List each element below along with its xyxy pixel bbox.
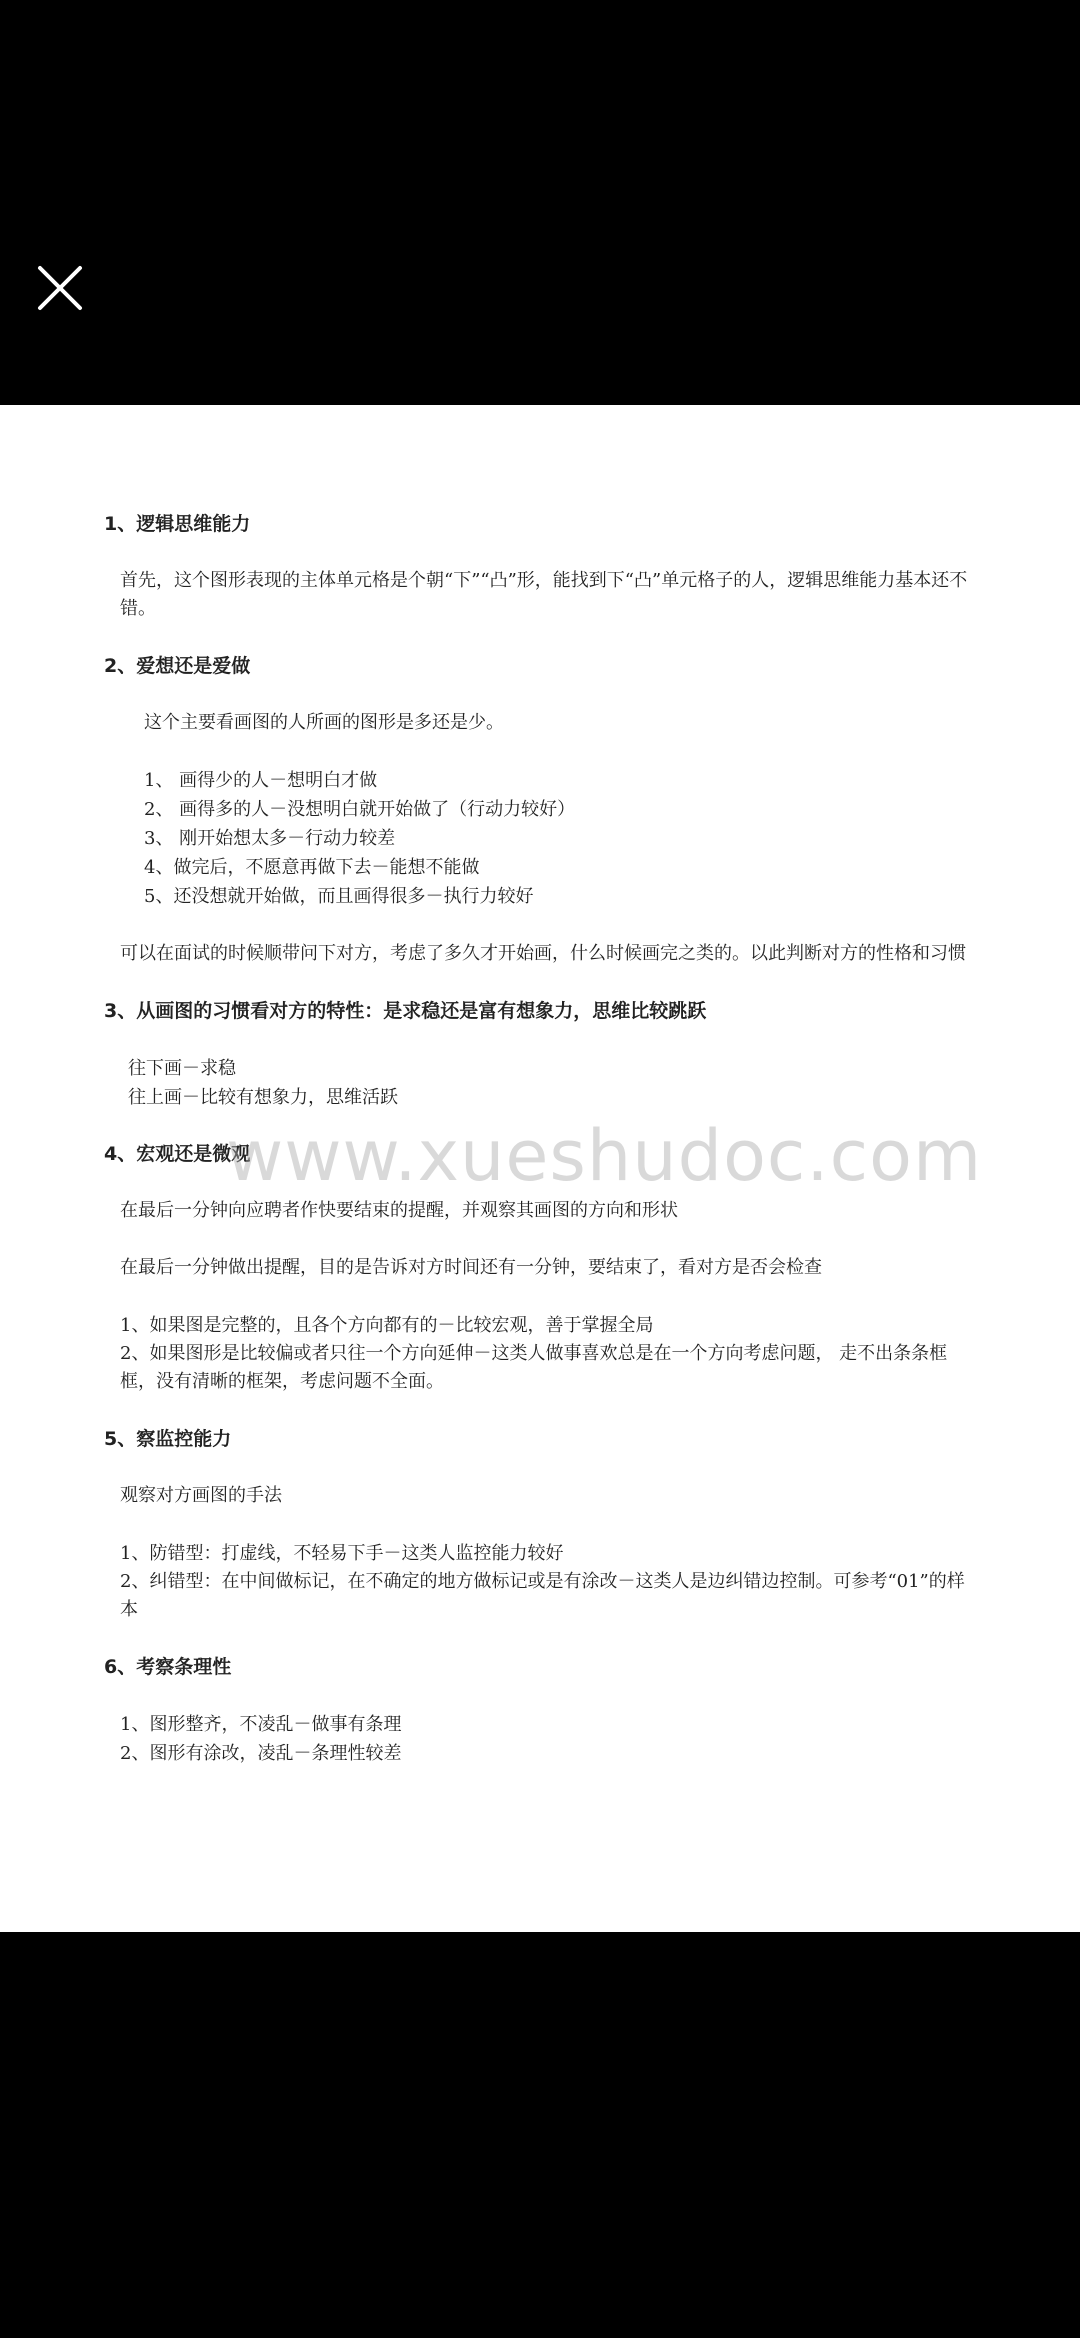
section-5-item-1: 1、防错型：打虚线，不轻易下手－这类人监控能力较好 (120, 1543, 564, 1564)
section-2-title: 2、爱想还是爱做 (104, 655, 251, 677)
section-6-item-1: 1、图形整齐，不凌乱－做事有条理 (120, 1714, 402, 1735)
section-4-para-1: 在最后一分钟向应聘者作快要结束的提醒，并观察其画图的方向和形状 (120, 1200, 678, 1221)
section-1-body: 首先，这个图形表现的主体单元格是个朝“下”“凸”形，能找到下“凸”单元格子的人，逻辑思维能力基本还不错。 (120, 570, 968, 619)
section-1-title: 1、逻辑思维能力 (104, 513, 251, 535)
section-2-item-5: 5、还没想就开始做，而且画得很多－执行力较好 (144, 886, 534, 907)
section-3-title: 3、从画图的习惯看对方的特性：是求稳还是富有想象力，思维比较跳跃 (104, 1000, 707, 1022)
section-4-item-2: 2、如果图形是比较偏或者只往一个方向延伸－这类人做事喜欢总是在一个方向考虑问题， 走不出条条框框，没有清晰的框架，考虑问题不全面。 (120, 1343, 948, 1392)
document-page[interactable] (0, 405, 1080, 1932)
section-5-intro: 观察对方画图的手法 (120, 1485, 282, 1506)
section-5-item-2: 2、纠错型：在中间做标记，在不确定的地方做标记或是有涂改－这类人是边纠错边控制。可参考“01”的样本 (120, 1571, 965, 1620)
section-4-item-1: 1、如果图是完整的，且各个方向都有的－比较宏观，善于掌握全局 (120, 1315, 654, 1336)
watermark: www.xueshudoc.com (226, 1115, 983, 1197)
section-2-item-4: 4、做完后，不愿意再做下去－能想不能做 (144, 857, 480, 878)
section-2-item-1: 1、 画得少的人－想明白才做 (144, 770, 378, 791)
section-5-title: 5、察监控能力 (104, 1428, 232, 1450)
section-6-title: 6、考察条理性 (104, 1656, 232, 1678)
section-2-item-3: 3、 刚开始想太多－行动力较差 (144, 828, 396, 849)
section-4-title: 4、宏观还是微观 (104, 1143, 251, 1165)
section-3-item-1: 往下画－求稳 (128, 1058, 236, 1079)
section-4-para-2: 在最后一分钟做出提醒，目的是告诉对方时间还有一分钟，要结束了，看对方是否会检查 (120, 1257, 822, 1278)
section-2-note: 可以在面试的时候顺带问下对方，考虑了多久才开始画，什么时候画完之类的。以此判断对方的性格和习惯 (120, 943, 966, 964)
close-icon (30, 258, 90, 318)
section-2-item-2: 2、 画得多的人－没想明白就开始做了（行动力较好） (144, 799, 576, 820)
close-button[interactable] (30, 258, 90, 318)
section-6-item-2: 2、图形有涂改，凌乱－条理性较差 (120, 1743, 402, 1764)
section-3-item-2: 往上画－比较有想象力，思维活跃 (128, 1087, 398, 1108)
section-2-intro: 这个主要看画图的人所画的图形是多还是少。 (144, 712, 504, 733)
